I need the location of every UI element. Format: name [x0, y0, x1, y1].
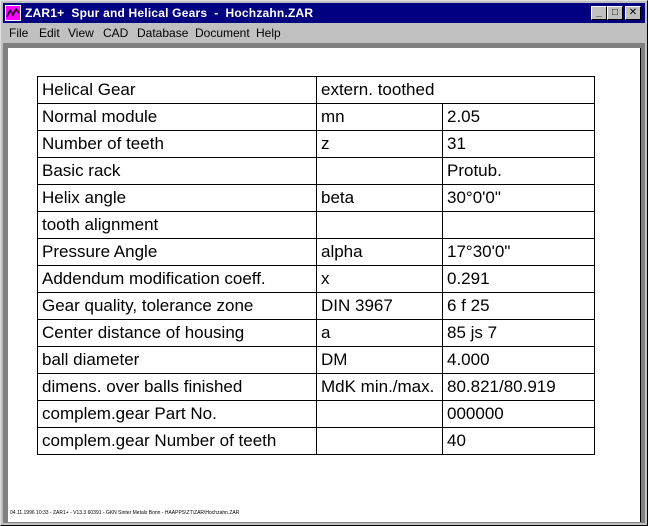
gear-type-value-cell: extern. toothed	[317, 77, 595, 104]
table-row	[38, 158, 595, 185]
document-page[interactable]	[8, 48, 641, 522]
parameter-name-cell: Number of teeth	[38, 131, 317, 158]
table-row	[38, 131, 595, 158]
parameter-name-cell: complem.gear Part No.	[38, 401, 317, 428]
parameter-value-cell: 6 f 25	[443, 293, 595, 320]
parameter-name-cell: Center distance of housing	[38, 320, 317, 347]
table-row	[38, 212, 595, 239]
gear-app-icon[interactable]	[5, 5, 21, 21]
menu-database[interactable]: Database	[137, 26, 189, 40]
table-row	[38, 266, 595, 293]
parameter-symbol-cell: alpha	[317, 239, 443, 266]
parameter-value-cell: 80.821/80.919	[443, 374, 595, 401]
close-icon: ✕	[628, 7, 638, 18]
parameter-name-cell: tooth alignment	[38, 212, 317, 239]
parameter-value-cell	[443, 212, 595, 239]
parameter-symbol-cell: z	[317, 131, 443, 158]
parameter-value-cell: 30°0'0"	[443, 185, 595, 212]
parameter-value-cell: 31	[443, 131, 595, 158]
parameter-symbol-cell: mn	[317, 104, 443, 131]
parameter-symbol-cell: DM	[317, 347, 443, 374]
parameter-symbol-cell: a	[317, 320, 443, 347]
parameter-value-cell: 4.000	[443, 347, 595, 374]
parameter-value-cell: 85 js 7	[443, 320, 595, 347]
table-row	[38, 104, 595, 131]
parameter-name-cell: Gear quality, tolerance zone	[38, 293, 317, 320]
close-button[interactable]	[625, 6, 641, 20]
parameter-value-cell: 17°30'0"	[443, 239, 595, 266]
title-bar[interactable]	[3, 3, 645, 23]
minimize-button[interactable]	[591, 6, 607, 20]
menu-help[interactable]: Help	[256, 26, 281, 40]
menu-cad[interactable]: CAD	[103, 26, 129, 40]
parameter-name-cell: dimens. over balls finished	[38, 374, 317, 401]
parameter-name-cell: Basic rack	[38, 158, 317, 185]
parameter-name-cell: Normal module	[38, 104, 317, 131]
parameter-symbol-cell: DIN 3967	[317, 293, 443, 320]
parameter-symbol-cell: beta	[317, 185, 443, 212]
table-row	[38, 320, 595, 347]
parameter-symbol-cell	[317, 401, 443, 428]
gear-parameter-table	[37, 76, 595, 455]
parameter-name-cell: complem.gear Number of teeth	[38, 428, 317, 455]
table-row	[38, 239, 595, 266]
maximize-button[interactable]	[607, 6, 623, 20]
table-row	[38, 401, 595, 428]
parameter-symbol-cell: x	[317, 266, 443, 293]
document-client-area	[3, 43, 645, 523]
parameter-value-cell: Protub.	[443, 158, 595, 185]
parameter-symbol-cell	[317, 428, 443, 455]
parameter-name-cell: Addendum modification coeff.	[38, 266, 317, 293]
parameter-value-cell: 2.05	[443, 104, 595, 131]
parameter-symbol-cell: MdK min./max.	[317, 374, 443, 401]
parameter-symbol-cell	[317, 158, 443, 185]
table-row	[38, 293, 595, 320]
menu-file[interactable]: File	[9, 26, 29, 40]
document-footer: 04.11.1996 10:33 - ZAR1+ - V13.3 60391 - GKN Sinter Metals Bonn - HAAPPS\ZT\ZAR\Hochzahn.ZAR	[10, 510, 240, 516]
menu-edit[interactable]: Edit	[39, 26, 60, 40]
parameter-name-cell: Helix angle	[38, 185, 317, 212]
table-row	[38, 185, 595, 212]
table-header-row	[38, 77, 595, 104]
table-row	[38, 374, 595, 401]
menu-document[interactable]: Document	[195, 26, 250, 40]
parameter-symbol-cell	[317, 212, 443, 239]
parameter-value-cell: 0.291	[443, 266, 595, 293]
parameter-value-cell: 000000	[443, 401, 595, 428]
window-title: ZAR1+ Spur and Helical Gears - Hochzahn.ZAR	[25, 6, 314, 20]
maximize-icon: □	[611, 7, 619, 18]
minimize-icon: _	[596, 7, 602, 18]
gear-type-cell: Helical Gear	[38, 77, 317, 104]
menu-bar	[3, 24, 645, 43]
parameter-name-cell: Pressure Angle	[38, 239, 317, 266]
menu-view[interactable]: View	[68, 26, 94, 40]
parameter-name-cell: ball diameter	[38, 347, 317, 374]
parameter-value-cell: 40	[443, 428, 595, 455]
table-row	[38, 347, 595, 374]
table-row	[38, 428, 595, 455]
